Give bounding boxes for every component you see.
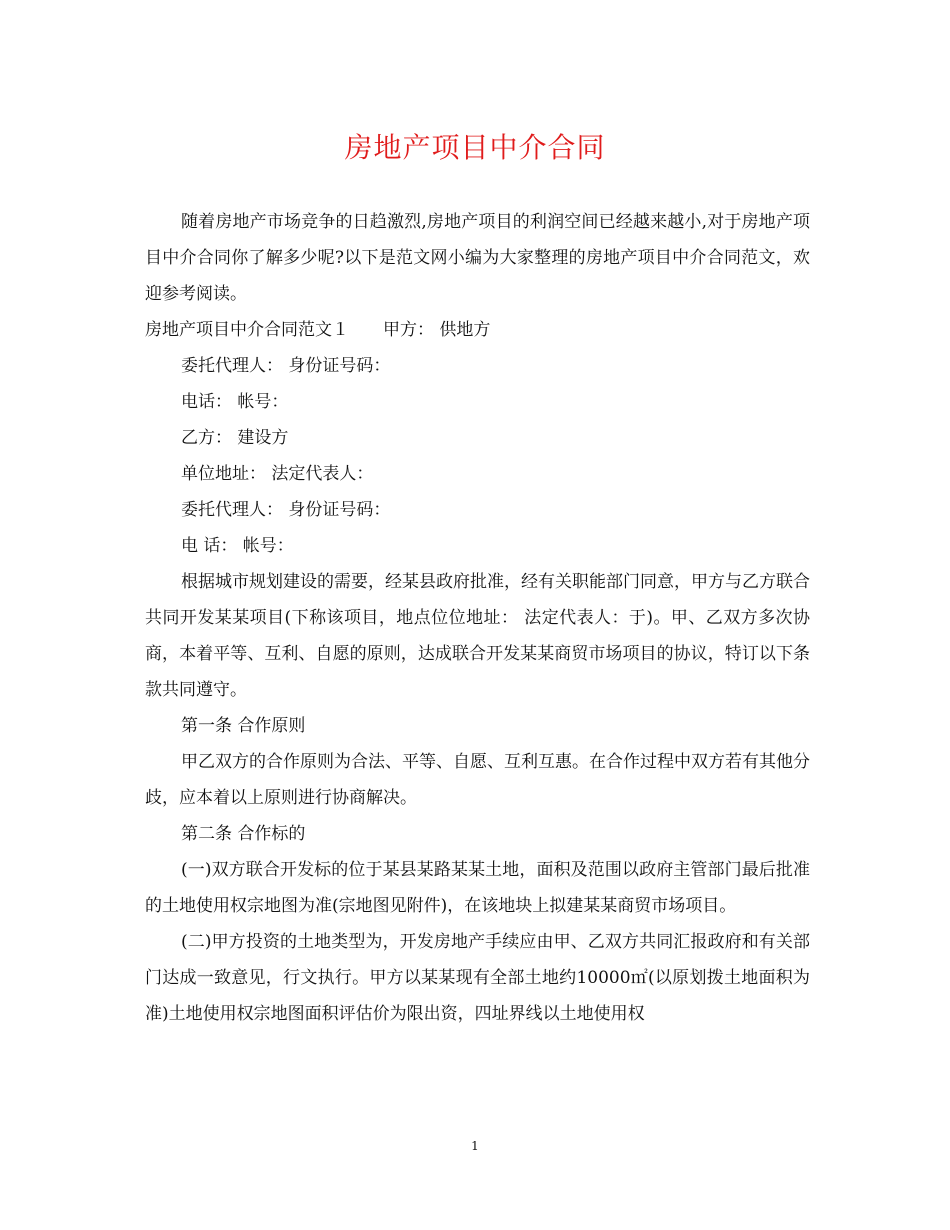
item-1-paragraph: (一)双方联合开发标的位于某县某路某某土地，面积及范围以政府主管部门最后批准的土地使用权宗地图为准(宗地图见附件)，在该地块上拟建某某商贸市场项目。 xyxy=(145,860,810,916)
party-b-line: 乙方： 建设方 xyxy=(181,428,289,448)
sample-heading: 房地产项目中介合同范文１ xyxy=(145,320,349,340)
phone-line-1: 电话： 帐号： xyxy=(181,392,289,412)
party-a-line: 甲方： 供地方 xyxy=(383,320,491,340)
agent-line-1: 委托代理人： 身份证号码： xyxy=(181,356,391,376)
address-line: 单位地址： 法定代表人： xyxy=(181,464,374,484)
principle-paragraph: 甲乙双方的合作原则为合法、平等、自愿、互利互惠。在合作过程中双方若有其他分歧，应本着以上原则进行协商解决。 xyxy=(145,752,810,808)
article-2-heading: 第二条 合作标的 xyxy=(181,824,306,844)
article-1-heading: 第一条 合作原则 xyxy=(181,716,306,736)
document-body xyxy=(145,204,810,1032)
page-number: 1 xyxy=(471,1139,479,1153)
basis-paragraph: 根据城市规划建设的需要，经某县政府批准，经有关职能部门同意，甲方与乙方联合共同开发某某项目(下称该项目，地点位位地址： 法定代表人：于)。甲、乙双方多次协商，本着平等、互利、自愿的原则，达成联合开发某某商贸市场项目的协议，特订以下条款共同遵守。 xyxy=(145,572,810,700)
sample-heading-line xyxy=(145,312,810,348)
item-2-paragraph: (二)甲方投资的土地类型为，开发房地产手续应由甲、乙双方共同汇报政府和有关部门达成一致意见，行文执行。甲方以某某现有全部土地约10000㎡(以原划拨土地面积为准)土地使用权宗地图面积评估价为限出资，四址界线以土地使用权 xyxy=(145,932,810,1024)
agent-line-2: 委托代理人： 身份证号码： xyxy=(181,500,391,520)
document-title: 房地产项目中介合同 xyxy=(344,131,606,164)
phone-line-2: 电 话： 帐号： xyxy=(181,536,294,556)
intro-paragraph: 随着房地产市场竞争的日趋激烈,房地产项目的利润空间已经越来越小,对于房地产项目中介合同你了解多少呢?以下是范文网小编为大家整理的房地产项目中介合同范文，欢迎参考阅读。 xyxy=(145,212,810,304)
